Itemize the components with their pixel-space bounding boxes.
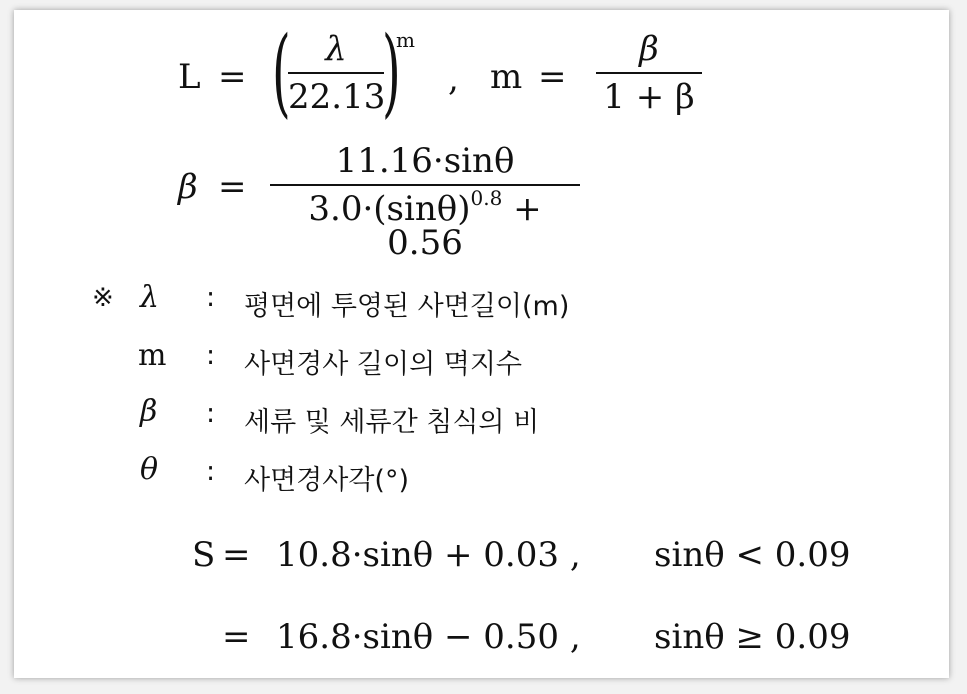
eq1-m-fraction-bar [596, 72, 702, 74]
eq2-fraction-bar [270, 184, 580, 186]
eq3-row1-condition: sinθ < 0.09 [654, 535, 851, 575]
eq1-m-equals: = [538, 57, 567, 97]
eq2-den-post: + 0.56 [387, 189, 542, 263]
legend-desc-beta: 세류 및 세류간 침식의 비 [244, 407, 540, 438]
legend-desc-theta: 사면경사각(°) [244, 465, 409, 496]
eq3-equals: = [222, 535, 251, 575]
legend-symbol-m: m [138, 338, 167, 373]
eq1-exponent: m [396, 28, 415, 52]
eq2-den-exp: 0.8 [470, 186, 503, 210]
eq1-fraction-bar [288, 72, 384, 74]
eq1-m-numerator: β [639, 29, 659, 69]
eq1-lhs: L [178, 57, 201, 97]
eq1-right-paren: ) [382, 16, 401, 128]
eq2-equals: = [218, 167, 247, 207]
eq1-m-denominator: 1 + β [603, 77, 695, 117]
eq1-numerator: λ [325, 29, 347, 69]
formula-card [14, 10, 949, 678]
legend-colon: : [206, 340, 216, 371]
legend-colon: : [206, 282, 216, 313]
eq2-numerator: 11.16·sinθ [335, 141, 515, 181]
eq2-denominator [270, 186, 580, 263]
eq1-left-paren: ( [272, 16, 291, 128]
eq2-den-pre: 3.0·(sinθ) [308, 189, 471, 229]
eq1-comma: , [448, 59, 459, 99]
legend-colon: : [206, 398, 216, 429]
eq1-fraction [288, 29, 386, 117]
eq3-lhs: S [192, 535, 216, 575]
eq1-denominator: 22.13 [288, 77, 386, 117]
legend-desc-lambda: 평면에 투영된 사면길이(m) [244, 291, 570, 322]
eq1-equals: = [218, 57, 247, 97]
eq2-lhs: β [178, 167, 198, 207]
eq1-m-lhs: m [490, 57, 523, 97]
legend-desc-m: 사면경사 길이의 멱지수 [244, 349, 522, 380]
eq3-row2-condition: sinθ ≥ 0.09 [654, 617, 851, 657]
eq3-row2-expression: 16.8·sinθ − 0.50 , [276, 617, 581, 657]
eq2-fraction [270, 141, 580, 263]
reference-mark: ※ [92, 283, 114, 313]
legend-symbol-lambda: λ [140, 280, 160, 315]
eq3-row2-equals: = [222, 617, 251, 657]
legend-symbol-theta: θ [140, 452, 159, 487]
eq1-m-fraction [596, 29, 702, 117]
eq3-row1-expression: 10.8·sinθ + 0.03 , [276, 535, 581, 575]
legend-colon: : [206, 456, 216, 487]
legend-symbol-beta: β [140, 394, 158, 429]
